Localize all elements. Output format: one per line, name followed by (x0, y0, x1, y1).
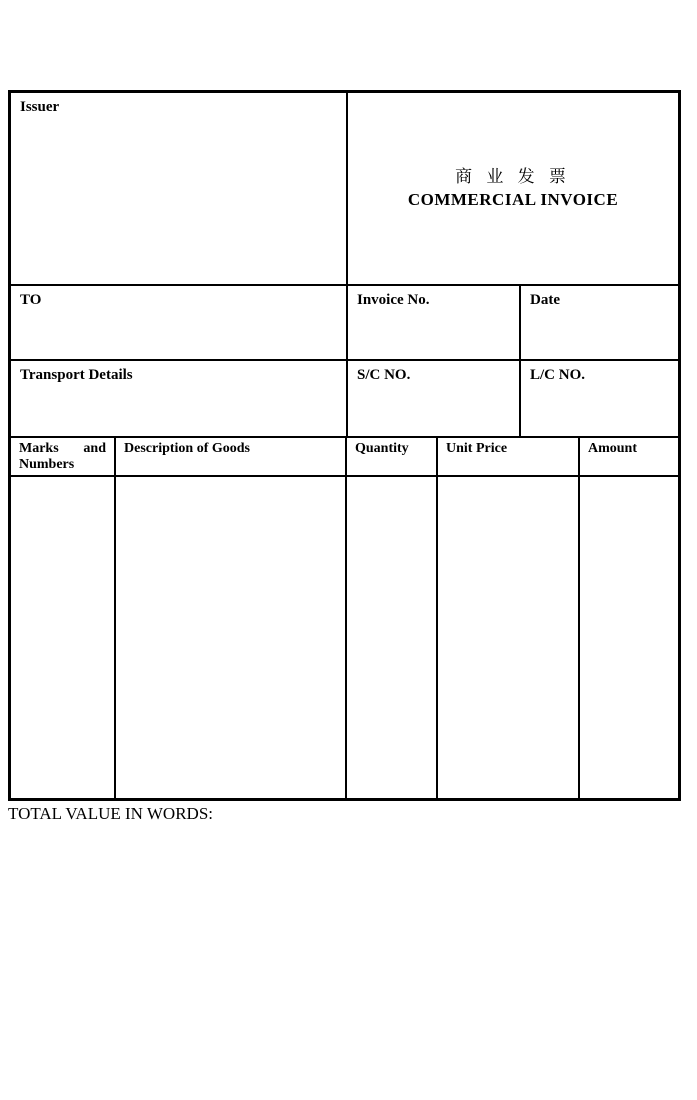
invoice-title-cell (346, 93, 678, 284)
lc-no-cell (519, 361, 678, 436)
row-transport-sc-lc (11, 359, 678, 436)
items-body-cell-amount (578, 477, 678, 798)
date-label: Date (530, 292, 560, 308)
invoice-no-cell (346, 286, 519, 359)
commercial-invoice-form (8, 90, 681, 801)
invoice-no-label: Invoice No. (357, 292, 430, 308)
issuer-cell (11, 93, 346, 284)
items-header-row (11, 436, 678, 475)
items-body-row (11, 475, 678, 798)
invoice-title-chinese: 商 业 发 票 (455, 166, 571, 186)
to-cell (11, 286, 346, 359)
transport-details-cell (11, 361, 346, 436)
issuer-label: Issuer (20, 99, 60, 115)
total-value-in-words (8, 804, 213, 824)
items-body-cell-marks (11, 477, 114, 798)
items-body-cell-unit-price (436, 477, 578, 798)
items-body-cell-quantity (345, 477, 436, 798)
row-issuer-title (11, 93, 678, 284)
unit-price-label: Unit Price (446, 441, 508, 456)
row-to-invoiceno-date (11, 284, 678, 359)
col-header-amount (578, 438, 678, 475)
to-label: TO (20, 292, 42, 308)
date-cell (519, 286, 678, 359)
marks-and-numbers-label: Marks and Numbers (19, 441, 106, 473)
sc-no-cell (346, 361, 519, 436)
col-header-marks-and-numbers (11, 438, 114, 475)
transport-details-label: Transport Details (20, 367, 133, 383)
col-header-quantity (345, 438, 436, 475)
items-body-cell-description (114, 477, 345, 798)
lc-no-label: L/C NO. (530, 367, 586, 383)
amount-label: Amount (588, 441, 638, 456)
total-value-in-words-label: TOTAL VALUE IN WORDS: (8, 804, 214, 823)
sc-no-label: S/C NO. (357, 367, 411, 383)
invoice-title-english: COMMERCIAL INVOICE (407, 189, 619, 209)
quantity-label: Quantity (355, 441, 409, 456)
description-of-goods-label: Description of Goods (124, 441, 250, 456)
col-header-unit-price (436, 438, 578, 475)
col-header-description-of-goods (114, 438, 345, 475)
